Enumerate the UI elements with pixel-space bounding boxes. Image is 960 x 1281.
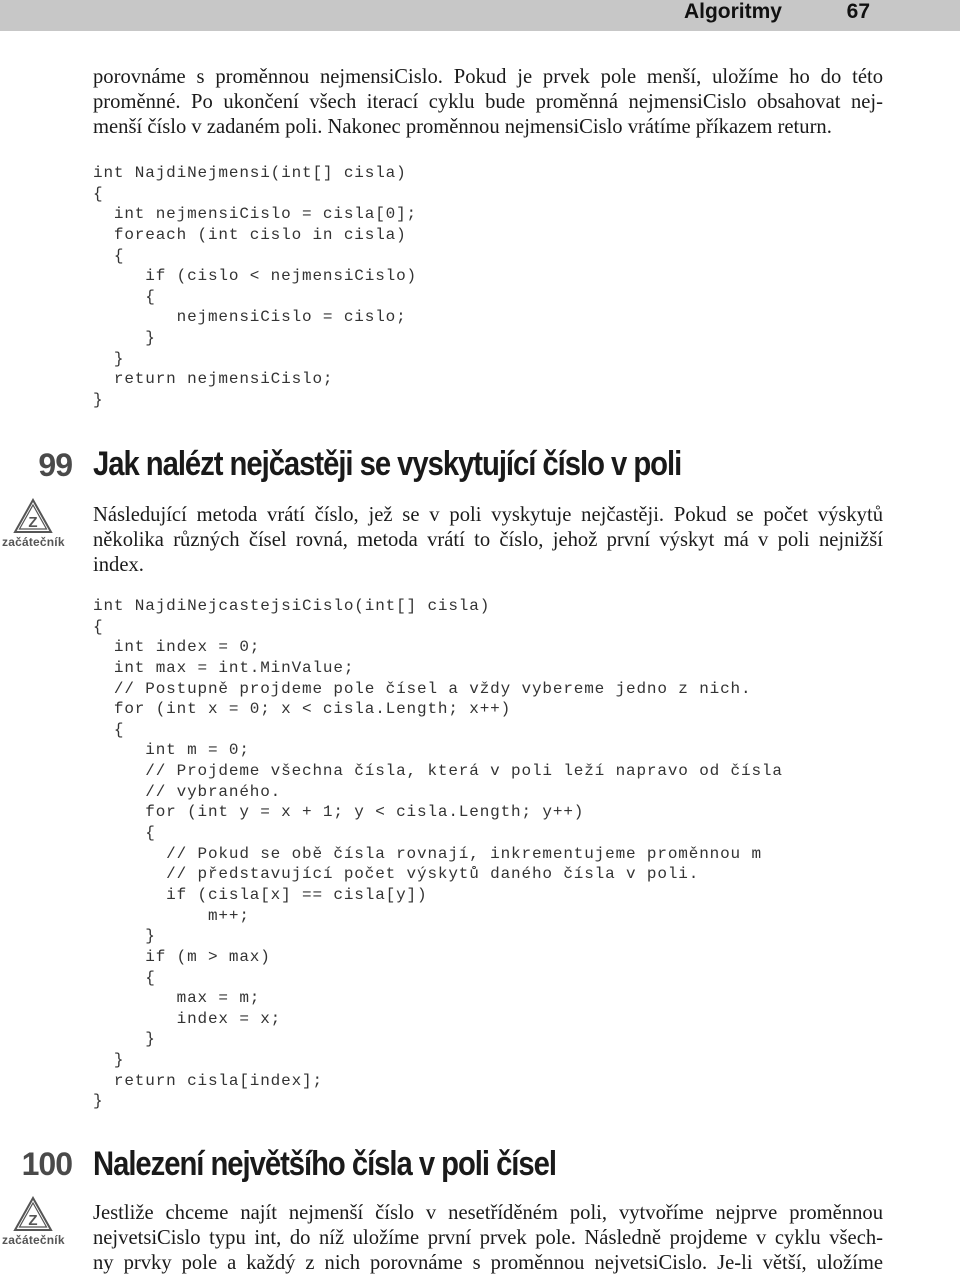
code-line: // Postupně projdeme pole čísel a vždy vybereme jedno z nich.	[93, 679, 752, 698]
code-line: int NajdiNejmensi(int[] cisla)	[93, 164, 407, 182]
code-line: {	[93, 246, 125, 265]
badge-label: začátečník	[2, 535, 65, 549]
text-line: menší číslo v zadaném poli. Nakonec proměnnou nejmensiCislo vrátíme příkazem return.	[93, 116, 832, 138]
code-line: }	[93, 927, 156, 946]
code-line: if (m > max)	[93, 947, 271, 966]
text-line: Následující metoda vrátí číslo, jež se v poli vyskytuje nejčastěji. Pokud se počet výskytů	[93, 504, 883, 526]
code-line: index = x;	[93, 1009, 282, 1028]
code-line: {	[93, 287, 156, 306]
text-line: nejvetsiCislo typu int, do níž uložíme první prvek pole. Následně projdeme v cyklu všech-	[93, 1227, 883, 1249]
code-line: }	[93, 329, 156, 348]
code-line: {	[93, 184, 104, 203]
text-line: index.	[93, 554, 144, 576]
code-line: {	[93, 720, 125, 739]
code-line: // Projdeme všechna čísla, která v poli leží napravo od čísla	[93, 762, 783, 781]
code-line: foreach (int cislo in cisla)	[93, 225, 407, 244]
section-paragraph	[93, 503, 883, 578]
running-header	[0, 0, 960, 31]
code-line: }	[93, 1051, 125, 1070]
difficulty-badge	[2, 1196, 64, 1247]
chapter-title: Algoritmy	[683, 0, 782, 23]
code-line: for (int x = 0; x < cisla.Length; x++)	[93, 700, 512, 719]
badge-label: začátečník	[2, 1233, 65, 1247]
code-line: }	[93, 1030, 156, 1049]
badge-letter: Z	[28, 514, 38, 531]
section-heading: Jak nalézt nejčastěji se vyskytující číslo v poli	[93, 445, 682, 483]
badge-letter: Z	[28, 1212, 38, 1229]
code-line: {	[93, 968, 156, 987]
code-line: nejmensiCislo = cislo;	[93, 308, 407, 327]
code-line: if (cisla[x] == cisla[y])	[93, 885, 428, 904]
code-line: return cisla[index];	[93, 1071, 323, 1090]
code-line: }	[93, 349, 125, 368]
code-line: m++;	[93, 906, 250, 925]
code-line: if (cislo < nejmensiCislo)	[93, 267, 417, 286]
code-line: int index = 0;	[93, 638, 261, 657]
text-line: ny prvky pole a každý z nich porovnáme s proměnnou nejvetsiCislo. Je-li větší, uložíme	[93, 1252, 883, 1274]
tip-number: 100	[21, 1146, 72, 1182]
beginner-triangle-icon	[13, 1196, 53, 1232]
tip-number: 99	[38, 447, 72, 483]
code-line: int nejmensiCislo = cisla[0];	[93, 205, 417, 224]
code-line: {	[93, 824, 156, 843]
intro-paragraph	[93, 65, 883, 140]
text-line: několika různých čísel rovná, metoda vrátí to číslo, jehož první výskyt má v poli nejnižší	[93, 529, 883, 551]
code-line: max = m;	[93, 989, 261, 1008]
code-line: for (int y = x + 1; y < cisla.Length; y++)	[93, 803, 585, 822]
code-block-najdi-nejcastejsi	[93, 596, 783, 1112]
code-line: }	[93, 391, 104, 410]
code-line: {	[93, 617, 104, 636]
code-line: return nejmensiCislo;	[93, 370, 334, 389]
code-line: // vybraného.	[93, 782, 282, 801]
code-line: // představující počet výskytů daného čísla v poli.	[93, 865, 700, 884]
difficulty-badge	[2, 498, 64, 549]
page-number: 67	[846, 0, 870, 23]
code-block-najdi-nejmensi	[93, 163, 417, 411]
section-heading: Nalezení největšího čísla v poli čísel	[93, 1145, 556, 1183]
code-line: // Pokud se obě čísla rovnají, inkrementujeme proměnnou m	[93, 844, 762, 863]
code-line: int NajdiNejcastejsiCislo(int[] cisla)	[93, 597, 491, 615]
beginner-triangle-icon	[13, 498, 53, 534]
text-line: porovnáme s proměnnou nejmensiCislo. Pokud je prvek pole menší, uložíme ho do této	[93, 66, 883, 88]
text-line: Jestliže chceme najít nejmenší číslo v nesetříděném poli, vytvoříme nejprve proměnnou	[93, 1202, 883, 1224]
code-line: int m = 0;	[93, 741, 250, 760]
text-line: proměnné. Po ukončení všech iterací cyklu bude proměnná nejmensiCislo obsahovat nej-	[93, 91, 883, 113]
code-line: }	[93, 1092, 104, 1111]
code-line: int max = int.MinValue;	[93, 658, 355, 677]
section-paragraph	[93, 1201, 883, 1276]
